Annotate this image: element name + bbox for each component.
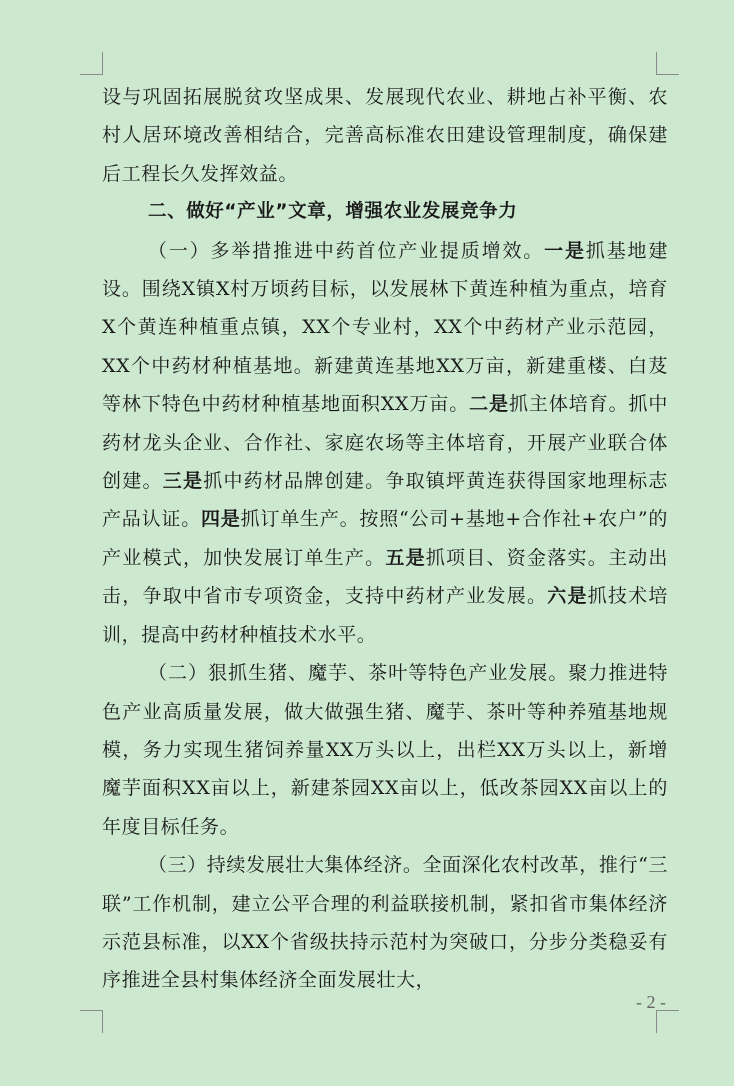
text-run: 设与巩固拓展脱贫攻坚成果、发展现代农业、耕地占补平衡、农村人居环境改善相结合，完善高标准农田建设管理制度，确保建后工程长久发挥效益。: [102, 86, 668, 185]
paragraph: [102, 846, 668, 1000]
document-body: [102, 78, 668, 1000]
text-run: （二）狠抓生猪、魔芋、茶叶等特色产业发展。聚力推进特色产业高质量发展，做大做强生猪、魔芋、茶叶等种养殖基地规模，务力实现生猪饲养量XX万头以上，出栏XX万头以上，新增魔芋面积XX亩以上，新建茶园XX亩以上，低改茶园XX亩以上的年度目标任务。: [102, 662, 668, 838]
text-run: （三）持续发展壮大集体经济。全面深化农村改革，推行“三联”工作机制，建立公平合理的利益联接机制，紧扣省市集体经济示范县标准，以XX个省级扶持示范村为突破口，分步分类稳妥有序推进全县村集体经济全面发展壮大，: [102, 854, 668, 992]
text-run: 抓技术培训，提高中药材种植技术水平。: [102, 585, 669, 646]
text-run: 抓基地建设。围绕X镇X村万顷药目标，以发展林下黄连种植为重点，培育X个黄连种植重点镇，XX个专业村，XX个中药材产业示范园，XX个中药材种植基地。新建黄连基地XX万亩，新建重楼、白芨等林下特色中药材种植基地面积XX万亩。: [102, 239, 668, 416]
text-run: 抓订单生产。按照“公司+基地+合作社+农户”的产业模式，加快发展订单生产。: [102, 508, 668, 569]
crop-mark-bottom-right: [656, 1010, 679, 1033]
paragraph: [102, 654, 668, 846]
paragraph: [102, 78, 668, 193]
bold-marker: 四是: [201, 508, 241, 531]
bold-marker: 五是: [385, 546, 426, 569]
text-run: 抓项目、资金落实。主动出击，争取中省市专项资金，支持中药材产业发展。: [102, 546, 669, 608]
crop-mark-top-right: [656, 52, 679, 75]
crop-mark-top-left: [80, 52, 103, 75]
bold-marker: 三是: [162, 470, 204, 493]
bold-marker: 六是: [547, 585, 588, 608]
paragraph: [102, 232, 668, 654]
bold-marker: 二是: [469, 393, 509, 416]
text-run: 二、做好“产业”文章，增强农业发展竞争力: [148, 201, 518, 223]
page-number: - 2 -: [636, 992, 666, 1012]
section-heading: [102, 193, 668, 231]
crop-mark-bottom-left: [80, 1010, 103, 1033]
text-run: （一）多举措推进中药首位产业提质增效。: [148, 239, 545, 262]
bold-marker: 一是: [544, 239, 586, 262]
text-run: 抓中药材品牌创建。争取镇坪黄连获得国家地理标志产品认证。: [102, 470, 668, 531]
text-run: 抓主体培育。抓中药材龙头企业、合作社、家庭农场等主体培育，开展产业联合体创建。: [102, 393, 668, 493]
